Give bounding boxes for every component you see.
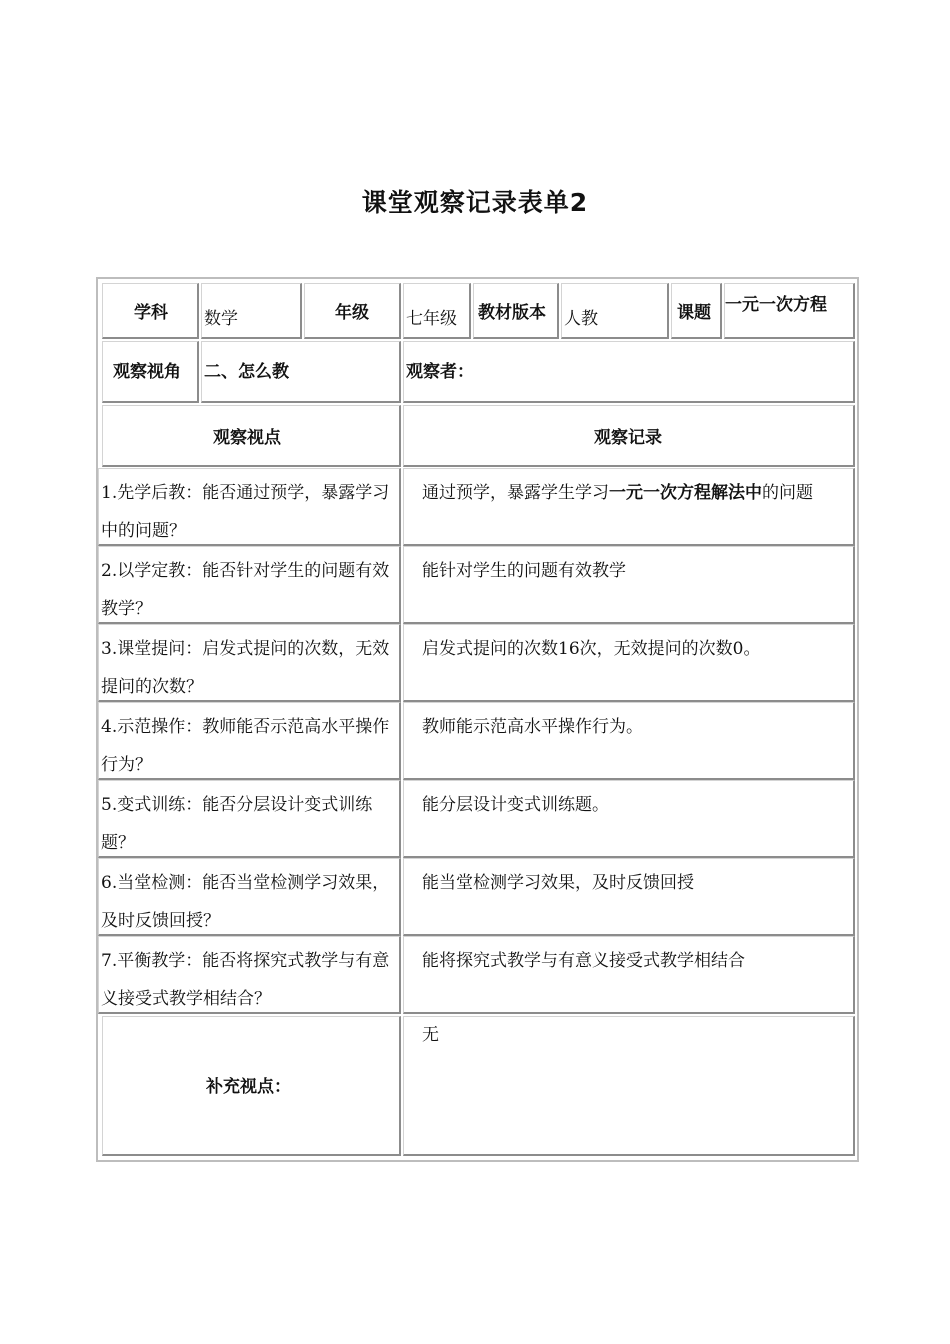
record-cell-4 [403,702,855,780]
record-6: 能当堂检测学习效果，及时反馈回授 [422,873,694,893]
observer-cell [403,341,855,403]
records-header: 观察记录 [594,428,662,448]
subject-value-cell [201,283,302,339]
page-title: 课堂观察记录表单2 [361,188,589,217]
supplement-label: 补充视点： [206,1077,291,1097]
observation-table [96,277,859,1162]
supplement-value: 无 [422,1025,439,1045]
record-5: 能分层设计变式训练题。 [422,795,609,815]
subject-label: 学科 [134,303,168,323]
topic-value-cell [724,283,855,339]
perspective-label-cell [102,341,199,403]
record-1-bold: 一元一次方程解法中 [609,483,762,503]
record-4: 教师能示范高水平操作行为。 [422,717,643,737]
question-cell-2 [98,546,401,624]
points-header-cell [102,405,401,467]
record-cell-6 [403,858,855,936]
topic-label-cell [671,283,722,339]
question-3: 3.课堂提问：启发式提问的次数，无效提问的次数？ [101,639,390,697]
records-header-cell [403,405,855,467]
supplement-value-cell [403,1016,855,1156]
question-cell-5 [98,780,401,858]
record-1-pre: 通过预学，暴露学生学习 [422,483,609,503]
observer-label: 观察者： [406,362,474,382]
perspective-label: 观察视角 [113,362,181,382]
question-6: 6.当堂检测：能否当堂检测学习效果，及时反馈回授？ [101,873,390,931]
points-header: 观察视点 [213,428,281,448]
edition-label-cell [473,283,559,339]
record-1 [422,474,813,512]
subject-value: 数学 [204,309,238,329]
question-cell-1 [98,468,401,546]
record-cell-5 [403,780,855,858]
subject-label-cell [102,283,199,339]
grade-value-cell [403,283,471,339]
question-7: 7.平衡教学：能否将探究式教学与有意义接受式教学相结合？ [101,951,390,1009]
question-1: 1.先学后教：能否通过预学，暴露学习中的问题？ [101,483,390,541]
record-cell-3 [403,624,855,702]
topic-label: 课题 [677,303,711,323]
edition-value-cell [561,283,669,339]
grade-value: 七年级 [406,309,457,329]
edition-value: 人教 [564,309,598,329]
question-cell-3 [98,624,401,702]
question-cell-7 [98,936,401,1014]
question-2: 2.以学定教：能否针对学生的问题有效教学？ [101,561,390,619]
record-1-post: 的问题 [762,483,813,503]
record-cell-2 [403,546,855,624]
perspective-value-cell [201,341,401,403]
question-4: 4.示范操作：教师能否示范高水平操作行为？ [101,717,390,775]
record-cell-1 [403,468,855,546]
record-cell-7 [403,936,855,1014]
question-cell-4 [98,702,401,780]
topic-value: 一元一次方程 [725,295,827,315]
grade-label: 年级 [335,303,369,323]
grade-label-cell [304,283,401,339]
perspective-value: 二、怎么教 [204,362,289,382]
record-7: 能将探究式教学与有意义接受式教学相结合 [422,951,745,971]
supplement-label-cell [102,1016,401,1156]
record-2: 能针对学生的问题有效教学 [422,561,626,581]
question-cell-6 [98,858,401,936]
record-3: 启发式提问的次数16次，无效提问的次数0。 [422,639,761,659]
question-5: 5.变式训练：能否分层设计变式训练题？ [101,795,373,853]
edition-label: 教材版本 [478,303,546,323]
